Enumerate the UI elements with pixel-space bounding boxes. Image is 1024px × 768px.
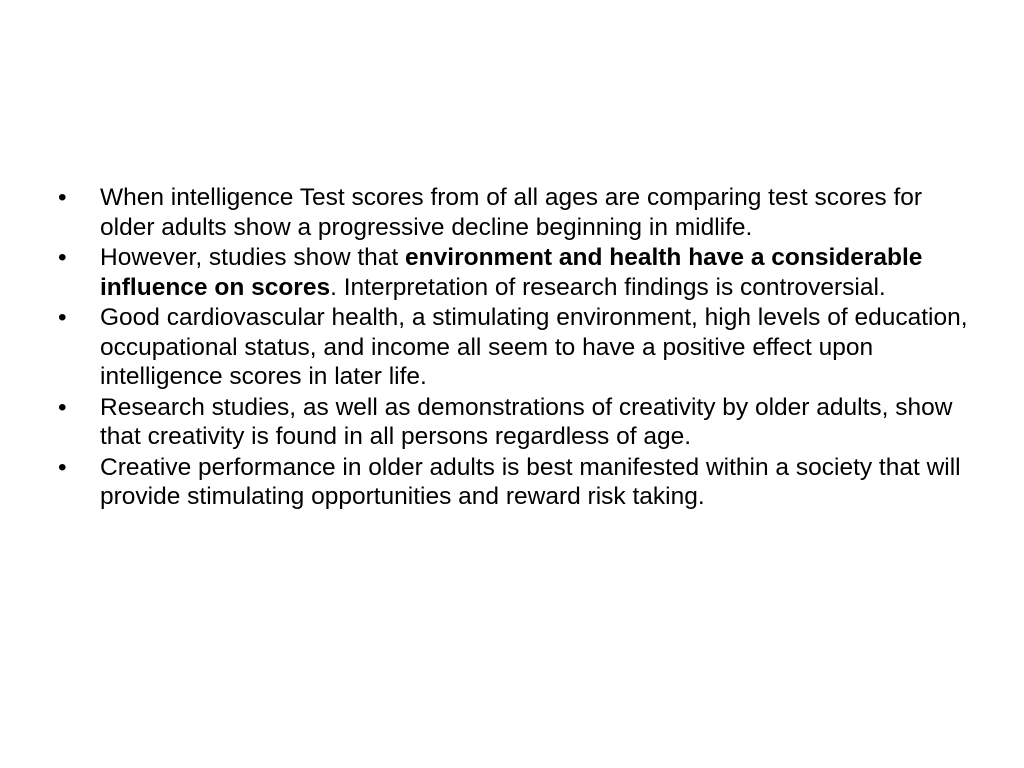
- bullet-text: Good cardiovascular health, a stimulating environment, high levels of education, occupational status, and income all seem to have a positive effect upon intelligence scores in later life.: [100, 304, 968, 390]
- bullet-dot-icon: •: [58, 304, 67, 331]
- bullet-text-tail: . Interpretation of research findings is controversial.: [330, 273, 886, 301]
- bullet-item-intelligence-decline: [58, 183, 968, 242]
- bullet-dot-icon: •: [58, 184, 67, 211]
- bullet-item-creative-performance: [58, 453, 968, 512]
- bullet-text: When intelligence Test scores from of all ages are comparing test scores for older adults show a progressive decline beginning in midlife.: [100, 184, 923, 241]
- bullet-dot-icon: •: [58, 393, 67, 421]
- bullet-dot-icon: •: [58, 453, 67, 481]
- bullet-text: Research studies, as well as demonstrations of creativity by older adults, show that creativity is found in all persons regardless of age.: [100, 393, 953, 450]
- bullet-item-creativity-research: [58, 393, 968, 452]
- bullet-text-emphasis: environment and health have a considerable influence on scores: [100, 244, 923, 301]
- bullet-text: Creative performance in older adults is best manifested within a society that will provide stimulating opportunities and reward risk taking.: [100, 453, 961, 510]
- bullet-item-cardiovascular-health: [58, 303, 968, 392]
- bullet-dot-icon: •: [58, 244, 67, 271]
- bullet-list: [58, 183, 968, 513]
- bullet-text-lead: However, studies show that: [100, 244, 406, 271]
- bullet-item-environment-health: [58, 243, 968, 302]
